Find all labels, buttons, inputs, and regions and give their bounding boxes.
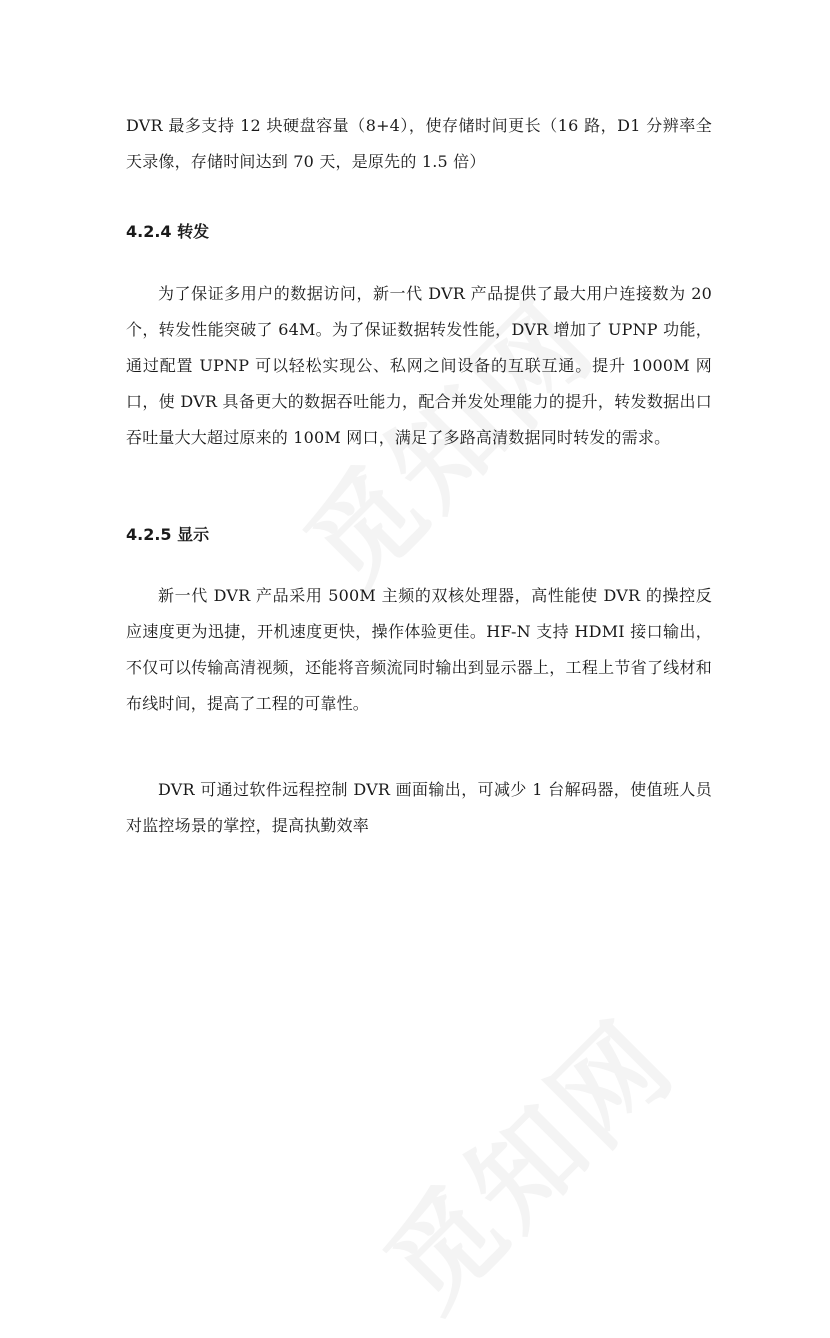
section-heading-display: 4.2.5 显示 [126,525,210,544]
intro-block [126,108,712,180]
section-heading-forwarding: 4.2.4 转发 [126,222,210,241]
intro-paragraph: DVR 最多支持 12 块硬盘容量（8+4），使存储时间更长（16 路，D1 分辨率全天录像，存储时间达到 70 天，是原先的 1.5 倍） [126,116,712,171]
section-body-display-2 [126,772,712,844]
section-body-forwarding [126,276,712,456]
paragraph-display-2: DVR 可通过软件远程控制 DVR 画面输出，可减少 1 台解码器，使值班人员对监控场景的掌控，提高执勤效率 [126,780,712,835]
section-body-display [126,578,712,722]
paragraph-forwarding: 为了保证多用户的数据访问，新一代 DVR 产品提供了最大用户连接数为 20 个，转发性能突破了 64M。为了保证数据转发性能，DVR 增加了 UPNP 功能，通过配置 UPNP 可以轻松实现公、私网之间设备的互联互通。提升 1000M 网口，使 DVR 具备更大的数据吞吐能力，配合并发处理能力的提升，转发数据出口吞吐量大大超过原来的 100M 网口，满足了多路高清数据同时转发的需求。 [126,284,712,447]
watermark [345,980,703,1338]
paragraph-display-1: 新一代 DVR 产品采用 500M 主频的双核处理器，高性能使 DVR 的操控反应速度更为迅捷，开机速度更快，操作体验更佳。HF-N 支持 HDMI 接口输出，不仅可以传输高清视频，还能将音频流同时输出到显示器上，工程上节省了线材和布线时间，提高了工程的可靠性。 [126,586,712,713]
